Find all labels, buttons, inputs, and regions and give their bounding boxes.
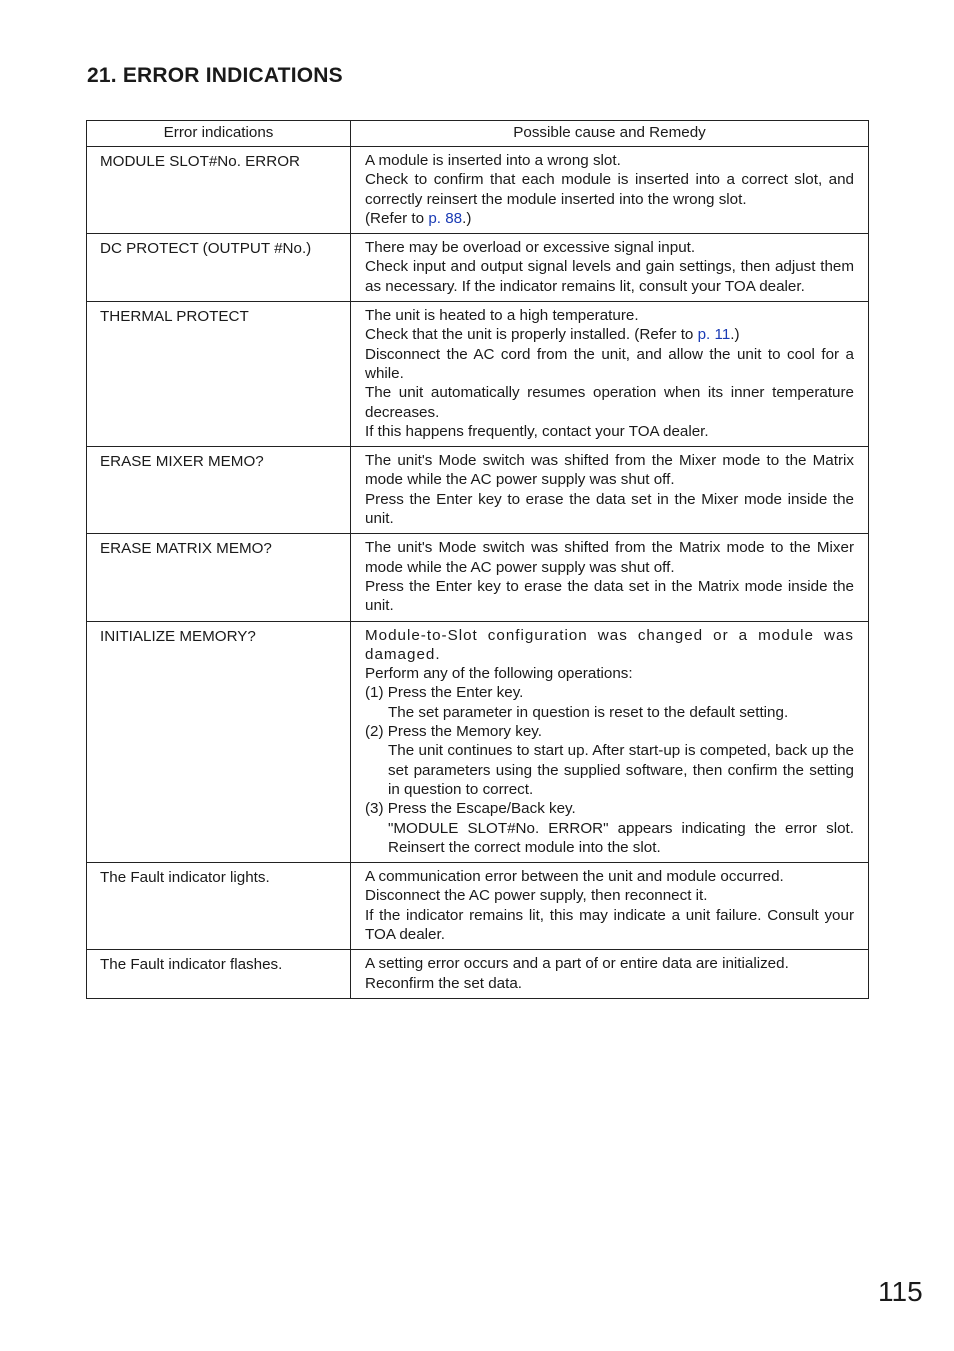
cause-line: The unit continues to start up. After start-up is competed, back up the set parameters using the supplied software, then confirm the setting in question to correct. — [388, 742, 854, 798]
error-indication-cell: The Fault indicator flashes. — [87, 950, 351, 999]
cause-line: The unit is heated to a high temperature. — [365, 307, 639, 325]
cause-line: (1) Press the Enter key. — [365, 684, 524, 702]
table-body — [87, 147, 869, 999]
cause-remedy-cell — [351, 950, 869, 999]
table-row — [87, 234, 869, 302]
section-title: 21. ERROR INDICATIONS — [87, 64, 343, 87]
table-header-row — [87, 121, 869, 147]
cause-line: (3) Press the Escape/Back key. — [365, 800, 576, 818]
cause-remedy-cell — [351, 621, 869, 863]
cause-line: Check input and output signal levels and gain settings, then adjust them as necessary. If the indicator remains lit, consult your TOA dealer. — [365, 258, 854, 295]
header-possible-cause-remedy: Possible cause and Remedy — [351, 121, 869, 147]
cause-line: The set parameter in question is reset to the default setting. — [388, 703, 789, 721]
cause-remedy-cell — [351, 863, 869, 950]
cause-line: There may be overload or excessive signal input. — [365, 239, 696, 257]
error-indication-cell: THERMAL PROTECT — [87, 302, 351, 447]
cause-remedy-cell — [351, 447, 869, 534]
table-row — [87, 950, 869, 999]
page-number: 115 — [878, 1276, 923, 1307]
error-indication-cell: MODULE SLOT#No. ERROR — [87, 147, 351, 234]
cause-line: (2) Press the Memory key. — [365, 723, 542, 741]
cause-line: Disconnect the AC power supply, then reconnect it. — [365, 887, 708, 905]
cause-line: The unit's Mode switch was shifted from the Matrix mode to the Mixer mode while the AC power supply was shut off. — [365, 539, 854, 576]
cause-remedy-cell — [351, 534, 869, 621]
page-reference-link[interactable]: p. 88 — [428, 209, 463, 227]
cause-text: (Refer to — [365, 209, 429, 227]
cause-line: The unit automatically resumes operation when its inner temperature decreases. — [365, 384, 854, 421]
cause-line: The unit's Mode switch was shifted from the Mixer mode to the Matrix mode while the AC power supply was shut off. — [365, 452, 854, 489]
cause-line: Disconnect the AC cord from the unit, and allow the unit to cool for a while. — [365, 345, 854, 382]
cause-text: Check that the unit is properly installed. (Refer to — [365, 326, 698, 344]
table-row — [87, 534, 869, 621]
error-indication-cell: ERASE MIXER MEMO? — [87, 447, 351, 534]
table-row — [87, 147, 869, 234]
cause-text: .) — [462, 209, 472, 227]
table-row — [87, 302, 869, 447]
cause-line: Check to confirm that each module is inserted into a correct slot, and correctly reinsert the module inserted into the wrong slot. — [365, 171, 854, 208]
cause-line — [365, 325, 854, 344]
cause-remedy-cell — [351, 302, 869, 447]
error-indication-cell: DC PROTECT (OUTPUT #No.) — [87, 234, 351, 302]
table-row — [87, 621, 869, 863]
table-row — [87, 447, 869, 534]
cause-line: A module is inserted into a wrong slot. — [365, 152, 621, 169]
error-indication-cell: INITIALIZE MEMORY? — [87, 621, 351, 863]
cause-line: Press the Enter key to erase the data set in the Matrix mode inside the unit. — [365, 577, 854, 615]
cause-line: Perform any of the following operations: — [365, 665, 633, 683]
cause-remedy-cell — [351, 234, 869, 302]
table-row — [87, 863, 869, 950]
cause-line: "MODULE SLOT#No. ERROR" appears indicating the error slot. Reinsert the correct module into the slot. — [388, 819, 854, 856]
error-indication-cell: The Fault indicator lights. — [87, 863, 351, 950]
cause-line: If this happens frequently, contact your TOA dealer. — [365, 422, 709, 440]
cause-text: .) — [730, 326, 740, 344]
error-indication-cell: ERASE MATRIX MEMO? — [87, 534, 351, 621]
error-indications-table — [86, 120, 869, 999]
cause-line: If the indicator remains lit, this may indicate a unit failure. Consult your TOA dealer. — [365, 906, 854, 943]
header-error-indications: Error indications — [87, 121, 351, 147]
cause-line: Module-to-Slot configuration was changed or a module was damaged. — [365, 626, 854, 663]
page-reference-link[interactable]: p. 11 — [697, 326, 731, 344]
cause-line: Reconfirm the set data. — [365, 974, 523, 992]
cause-line: A communication error between the unit and module occurred. — [365, 868, 784, 886]
cause-line — [365, 209, 854, 228]
cause-line: A setting error occurs and a part of or entire data are initialized. — [365, 955, 789, 973]
cause-line: Press the Enter key to erase the data set in the Mixer mode inside the unit. — [365, 490, 854, 528]
cause-remedy-cell — [351, 147, 869, 234]
